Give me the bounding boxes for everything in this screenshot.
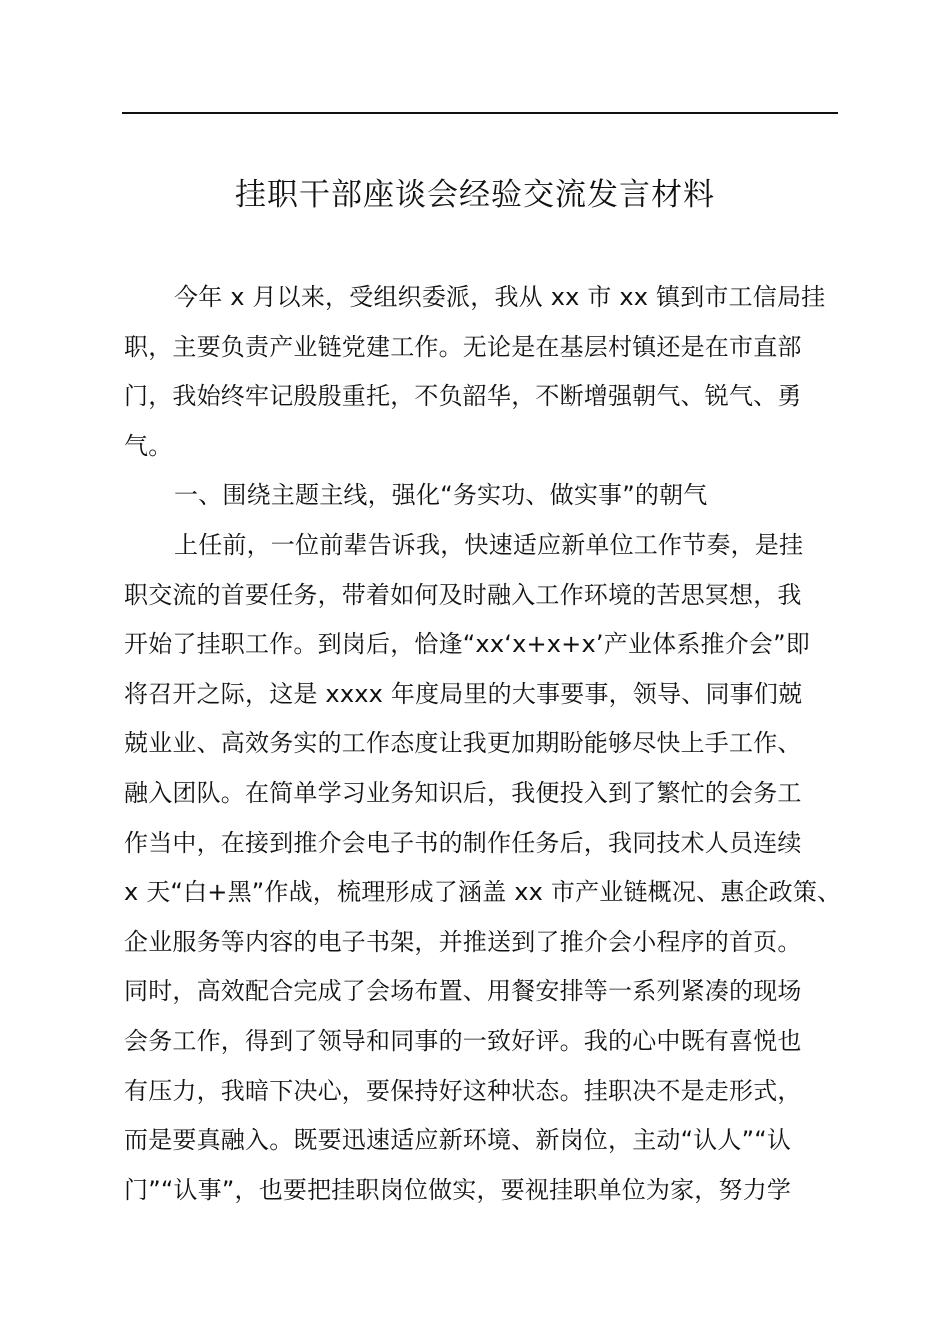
section-heading: 一、围绕主题主线，强化“务实功、做实事”的朝气: [174, 481, 708, 510]
paragraph-line: 门，我始终牢记殷殷重托，不负韶华，不断增强朝气、锐气、勇: [124, 382, 802, 411]
paragraph-line: 将召开之际，这是 xxxx 年度局里的大事要事，领导、同事们兢: [124, 679, 803, 708]
paragraph-line: 门”“认事”，也要把挂职岗位做实，要视挂职单位为家，努力学: [124, 1175, 792, 1204]
paragraph-line: 企业服务等内容的电子书架，并推送到了推介会小程序的首页。: [124, 927, 802, 956]
paragraph-line: 上任前，一位前辈告诉我，快速适应新单位工作节奏，是挂: [174, 530, 804, 559]
paragraph-line: 职交流的首要任务，带着如何及时融入工作环境的苦思冥想，我: [124, 580, 802, 609]
paragraph-line: 同时，高效配合完成了会场布置、用餐安排等一系列紧凑的现场: [124, 977, 802, 1006]
paragraph-line: 作当中，在接到推介会电子书的制作任务后，我同技术人员连续: [124, 828, 802, 857]
header-rule: [122, 112, 838, 114]
document-body: [124, 273, 844, 1215]
paragraph-line: 今年 x 月以来，受组织委派，我从 xx 市 xx 镇到市工信局挂: [174, 283, 826, 311]
paragraph-line: 气。: [124, 431, 173, 460]
document-title: 挂职干部座谈会经验交流发言材料: [235, 177, 715, 213]
paragraph-line: 融入团队。在简单学习业务知识后，我便投入到了繁忙的会务工: [124, 778, 802, 807]
paragraph-line: 而是要真融入。既要迅速适应新环境、新岗位，主动“认人”“认: [124, 1126, 792, 1155]
paragraph-line: x 天“白+黑”作战，梳理形成了涵盖 xx 市产业链概况、惠企政策、: [124, 878, 842, 907]
paragraph-line: 有压力，我暗下决心，要保持好这种状态。挂职决不是走形式，: [124, 1076, 802, 1105]
paragraph-line: 开始了挂职工作。到岗后，恰逢“xx‘x+x+x’产业体系推介会”即: [124, 630, 810, 659]
paragraph-line: 兢业业、高效务实的工作态度让我更加期盼能够尽快上手工作、: [124, 729, 802, 758]
paragraph-line: 会务工作，得到了领导和同事的一致好评。我的心中既有喜悦也: [124, 1026, 802, 1055]
paragraph-line: 职，主要负责产业链党建工作。无论是在基层村镇还是在市直部: [124, 332, 802, 361]
